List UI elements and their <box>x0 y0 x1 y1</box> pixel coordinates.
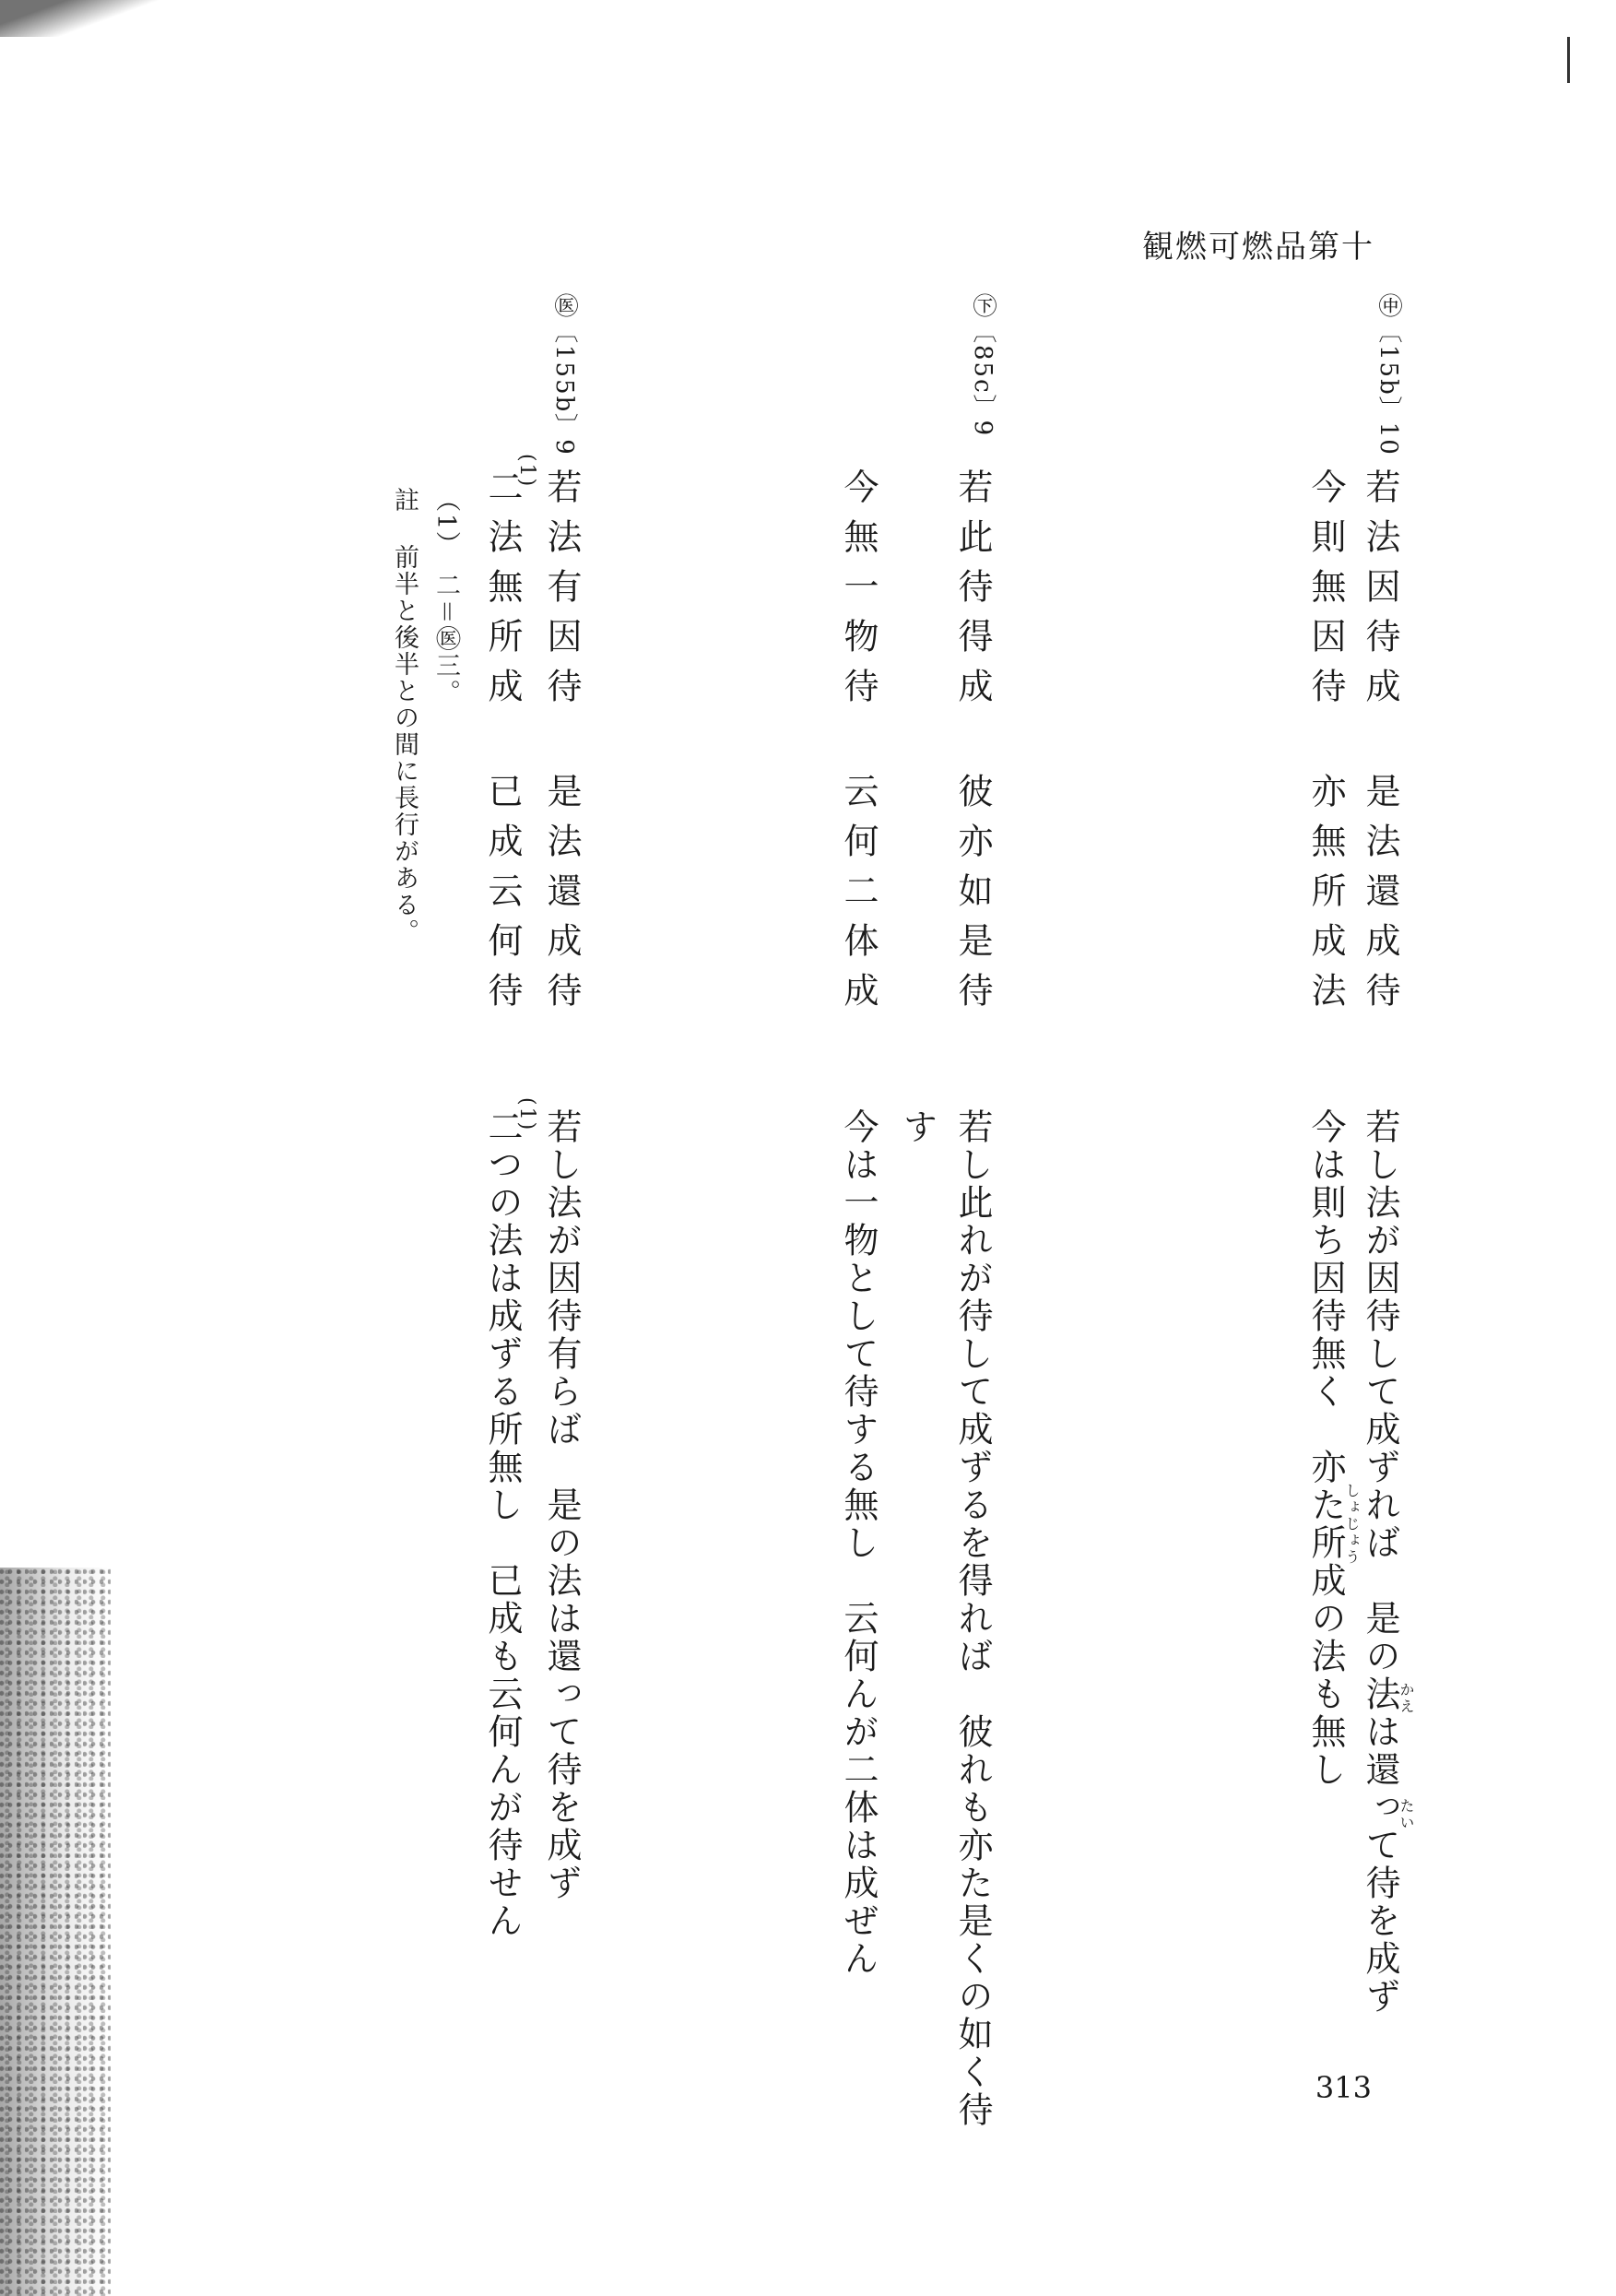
reading-3-line2: 二つの法は成ずる所無し 已成も云何んが待せん <box>482 1108 523 1940</box>
reading-1-line1: 若し法が因待して成ずれば 是の法は還って待を成ず <box>1360 1108 1400 2016</box>
footnote-1: （1） 二＝㊩三。 <box>431 487 460 706</box>
verse-3-ref: ㊩〔155b〕9 <box>550 293 578 456</box>
verse-3-line2a: 二法無所成 <box>482 468 523 717</box>
footnote-text: 前半と後半との間に長行がある。 <box>390 544 419 945</box>
verse-3-line1a: 若法有因待 <box>541 468 582 717</box>
verse-2-line1a: 若此待得成 <box>952 468 993 717</box>
scan-shadow-corner <box>0 0 166 37</box>
verse-1-line2b: 亦無所成法 <box>1305 773 1346 1022</box>
verse-2-ref: ㊦〔85c〕9 <box>969 293 997 438</box>
furigana-tai: たい <box>1398 1798 1415 1831</box>
reading-3-line1: 若し法が因待有らば 是の法は還って待を成ず <box>541 1108 582 1902</box>
verse-3-line2b: 已成云何待 <box>482 773 523 1022</box>
scan-shadow-edge <box>0 1568 111 2296</box>
reading-2-line2: 今は一物として待する無し 云何んが二体は成ぜん <box>838 1108 879 1978</box>
footnote-marker-reading: (1) <box>515 1097 538 1132</box>
verse-3-line1b: 是法還成待 <box>541 773 582 1022</box>
verse-1-line1a: 若法因待成 <box>1360 468 1400 717</box>
verse-1-line1b: 是法還成待 <box>1360 773 1400 1022</box>
verse-2-line1b: 彼亦如是待 <box>952 773 993 1022</box>
reading-1-line2: 今は則ち因待無く 亦た所成の法も無し <box>1305 1108 1346 1789</box>
verse-1-ref: ㊥〔15b〕10 <box>1374 293 1402 456</box>
verse-1-line2a: 今則無因待 <box>1305 468 1346 717</box>
furigana-shojo: しょじょう <box>1343 1483 1361 1566</box>
page-number: 313 <box>1315 2070 1372 2105</box>
verse-2-line2b: 云何二体成 <box>838 773 879 1022</box>
furigana-kaette: かえ <box>1398 1682 1415 1715</box>
running-head: 観燃可燃品第十 <box>1142 229 1374 266</box>
reading-2-line1: 若し此れが待して成ずるを得れば 彼れも亦た是くの如く待 <box>952 1108 993 2129</box>
verse-2-line2a: 今無一物待 <box>838 468 879 717</box>
reading-2-line1-cont: す <box>897 1108 938 1146</box>
scan-mark <box>1567 37 1570 83</box>
footnote-marker-verse: (1) <box>515 454 538 489</box>
footnote-label: 註 <box>390 487 419 514</box>
